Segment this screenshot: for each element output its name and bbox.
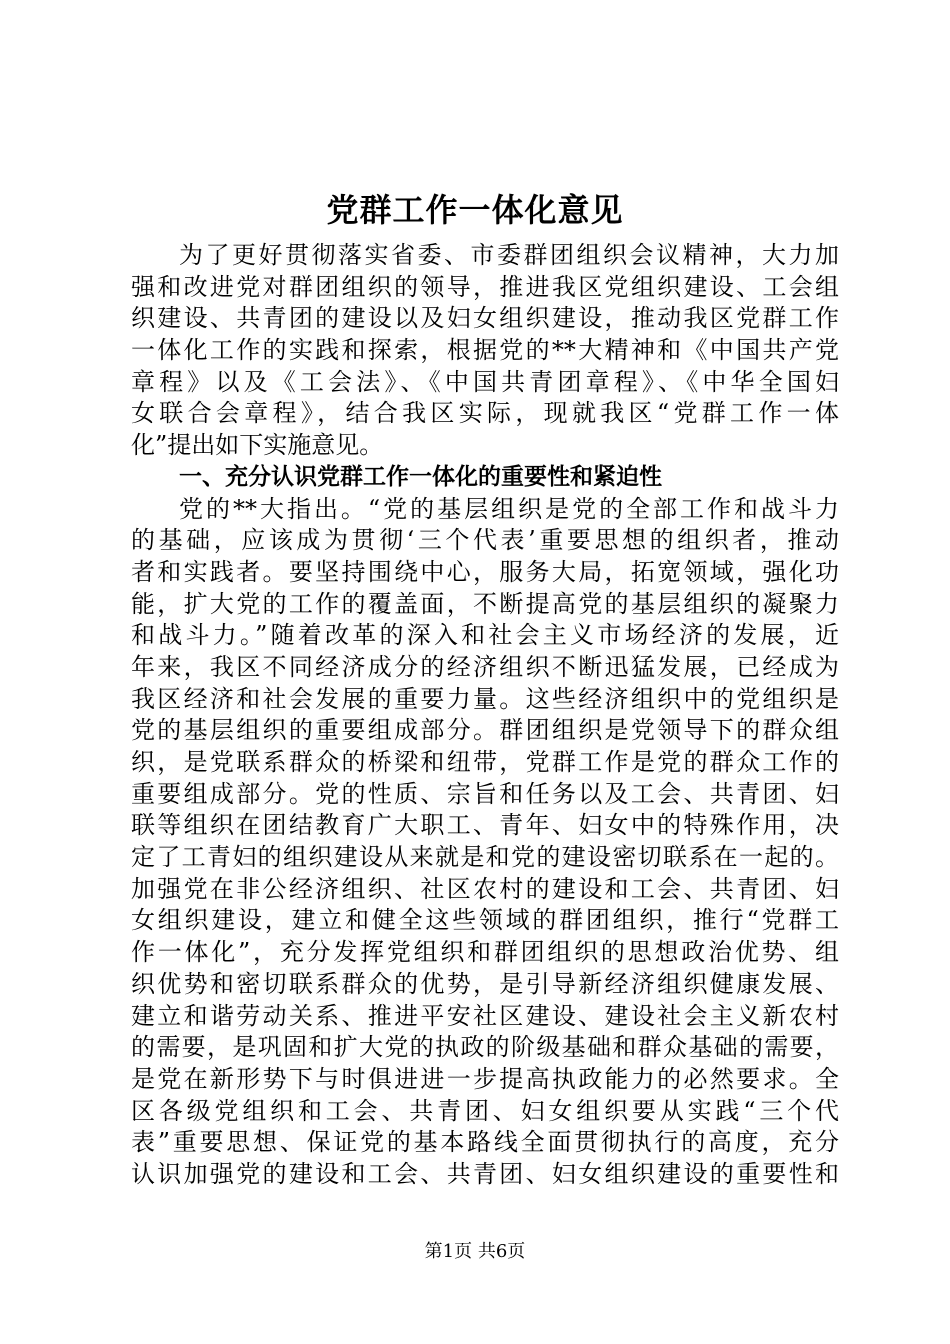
paragraph-line: 化”提出如下实施意见。 [131, 431, 384, 460]
section-heading: 一、充分认识党群工作一体化的重要性和紧迫性 [179, 463, 662, 490]
paragraph-line: 我区经济和社会发展的重要力量。这些经济组织中的党组织是 [131, 684, 839, 713]
paragraph-line: 建立和谐劳动关系、推进平安社区建设、建设社会主义新农村 [131, 1001, 839, 1030]
paragraph-line: 章程》以及《工会法》、《中国共青团章程》、《中华全国妇 [131, 367, 839, 396]
paragraph-line: 是党在新形势下与时俱进进一步提高执政能力的必然要求。全 [131, 1064, 839, 1093]
paragraph-line: 女联合会章程》，结合我区实际，现就我区“党群工作一体 [131, 399, 839, 428]
paragraph-line: 的需要，是巩固和扩大党的执政的阶级基础和群众基础的需要， [131, 1033, 839, 1062]
paragraph-line: 作一体化”，充分发挥党组织和群团组织的思想政治优势、组 [131, 938, 839, 967]
paragraph-line: 织优势和密切联系群众的优势，是引导新经济组织健康发展、 [131, 969, 839, 998]
paragraph-line: 织，是党联系群众的桥梁和纽带，党群工作是党的群众工作的 [131, 748, 839, 776]
paragraph-line: 的基础，应该成为贯彻‘三个代表’重要思想的组织者，推动 [131, 526, 839, 555]
paragraph-line: 和战斗力。”随着改革的深入和社会主义市场经济的发展，近 [131, 621, 839, 650]
paragraph-line: 能，扩大党的工作的覆盖面，不断提高党的基层组织的凝聚力 [131, 589, 839, 618]
intro-paragraph [131, 240, 839, 462]
paragraph-line: 加强党在非公经济组织、社区农村的建设和工会、共青团、妇 [131, 874, 839, 903]
paragraph-line: 强和改进党对群团组织的领导，推进我区党组织建设、工会组 [131, 272, 839, 301]
paragraph-line: 女组织建设，建立和健全这些领域的群团组织，推行“党群工 [131, 906, 839, 935]
paragraph-line: 为了更好贯彻落实省委、市委群团组织会议精神，大力加 [179, 241, 839, 269]
paragraph-line: 定了工青妇的组织建设从来就是和党的建设密切联系在一起的。 [131, 843, 839, 872]
document-title: 党群工作一体化意见 [326, 191, 624, 229]
paragraph-line: 党的**大指出。“党的基层组织是党的全部工作和战斗力 [179, 494, 839, 523]
paragraph-line: 重要组成部分。党的性质、宗旨和任务以及工会、共青团、妇 [131, 779, 839, 808]
paragraph-line: 织建设、共青团的建设以及妇女组织建设，推动我区党群工作 [131, 304, 839, 333]
paragraph-line: 联等组织在团结教育广大职工、青年、妇女中的特殊作用，决 [131, 811, 839, 840]
paragraph-line: 一体化工作的实践和探索，根据党的**大精神和《中国共产党 [131, 336, 839, 365]
section-paragraph [131, 494, 839, 1191]
document-body [131, 240, 839, 1191]
paragraph-line: 年来，我区不同经济成分的经济组织不断迅猛发展，已经成为 [131, 652, 839, 681]
paragraph-line: 党的基层组织的重要组成部分。群团组织是党领导下的群众组 [131, 716, 839, 745]
paragraph-line: 者和实践者。要坚持围绕中心，服务大局，拓宽领域，强化功 [131, 557, 839, 586]
paragraph-line: 认识加强党的建设和工会、共青团、妇女组织建设的重要性和 [131, 1159, 839, 1188]
paragraph-line: 区各级党组织和工会、共青团、妇女组织要从实践“三个代 [131, 1096, 839, 1125]
paragraph-line: 表”重要思想、保证党的基本路线全面贯彻执行的高度，充分 [131, 1128, 839, 1157]
page-number-footer: 第1页 共6页 [424, 1241, 526, 1262]
